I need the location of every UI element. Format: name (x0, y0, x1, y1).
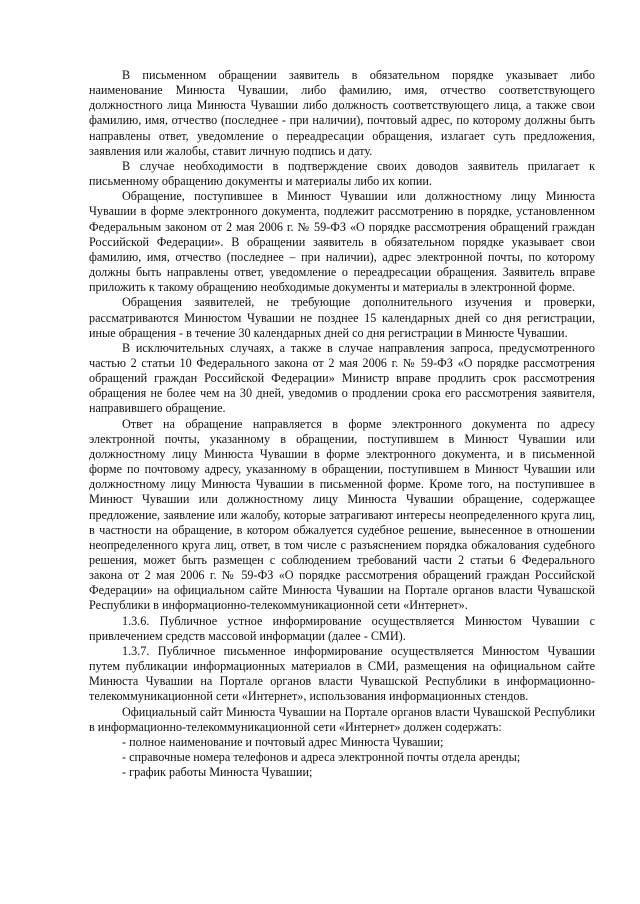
list-item: - график работы Минюста Чувашии; (122, 765, 313, 780)
list-item: - справочные номера телефонов и адреса электронной почты отдела аренды; (122, 750, 521, 765)
paragraph-response-delivery: Ответ на обращение направляется в форме электронного документа по адресу электронной почты, указанному в обращении, поступившем в Минюст Чувашии или должностному лицу Минюста Чувашии в форме электронного документа, и в письменной форме по почтовому адресу, указанному в обращении, поступившем в Минюст Чувашии или должностному лицу Минюста Чувашии в письменной форме. Кроме того, на поступившее в Минюст Чувашии или должностному лицу Минюста Чувашии обращение, содержащее предложение, заявление или жалобу, которые затрагивают интересы неопределенного круга лиц, в частности на обращение, в котором обжалуется судебное решение, вынесенное в отношении неопределенного круга лиц, ответ, в том числе с разъяснением порядка обжалования судебного решения, может быть размещен с соблюдением требований части 2 статьи 6 Федерального закона от 2 мая 2006 г. № 59-ФЗ «О порядке рассмотрения обращений граждан Российской Федерации» на официальном сайте Минюста Чувашии на Портале органов власти Чувашской Республики в информационно-телекоммуникационной сети «Интернет». (89, 416, 595, 613)
paragraph-review-deadlines: Обращения заявителей, не требующие дополнительного изучения и проверки, рассматриваются Минюстом Чувашии не позднее 15 календарных дней со дня регистрации, иные обращения - в течение 30 календарных дней со дня регистрации в Минюсте Чувашии. (89, 295, 595, 340)
paragraph-written-appeal-requirements: В письменном обращении заявитель в обязательном порядке указывает либо наименование Минюста Чувашии, либо фамилию, имя, отчество соответствующего должностного лица Минюста Чувашии либо должность соответствующего лица, а также свои фамилию, имя, отчество (последнее - при наличии), почтовый адрес, по которому должны быть направлены ответ, уведомление о переадресации обращения, излагает суть предложения, заявления или жалобы, ставит личную подпись и дату. (89, 68, 595, 158)
paragraph-public-oral-informing: 1.3.6. Публичное устное информирование осуществляется Минюстом Чувашии с привлечением средств массовой информации (далее - СМИ). (89, 613, 595, 643)
paragraph-supporting-documents: В случае необходимости в подтверждение своих доводов заявитель прилагает к письменному обращению документы и материалы либо их копии. (89, 158, 595, 189)
paragraph-public-written-informing: 1.3.7. Публичное письменное информирование осуществляется Минюстом Чувашии путем публикации информационных материалов в СМИ, размещения на официальном сайте Минюста Чувашии на Портале органов власти Чувашской Республики в информационно-телекоммуникационной сети «Интернет», использования информационных стендов. (89, 643, 595, 704)
paragraph-official-site-contents: Официальный сайт Минюста Чувашии на Портале органов власти Чувашской Республики в информационно-телекоммуникационной сети «Интернет» должен содержать: (89, 704, 595, 734)
paragraph-electronic-appeal: Обращение, поступившее в Минюст Чувашии или должностному лицу Минюста Чувашии в форме электронного документа, подлежит рассмотрению в порядке, установленном Федеральным законом от 2 мая 2006 г. № 59-ФЗ «О порядке рассмотрения обращений граждан Российской Федерации». В обращении заявитель в обязательном порядке указывает свои фамилию, имя, отчество (последнее – при наличии), адрес электронной почты, по которому должны быть направлены ответ, уведомление о переадресации обращения. Заявитель вправе приложить к такому обращению необходимые документы и материалы в электронной форме. (89, 189, 595, 295)
document-body (89, 68, 595, 780)
paragraph-deadline-extension: В исключительных случаях, а также в случае направления запроса, предусмотренного частью 2 статьи 10 Федерального закона от 2 мая 2006 г. № 59-ФЗ «О порядке рассмотрения обращений граждан Российской Федерации» Министр вправе продлить срок рассмотрения обращения не более чем на 30 дней, уведомив о продлении срока его рассмотрения заявителя, направившего обращение. (89, 340, 595, 416)
list-item: - полное наименование и почтовый адрес Минюста Чувашии; (122, 734, 444, 749)
